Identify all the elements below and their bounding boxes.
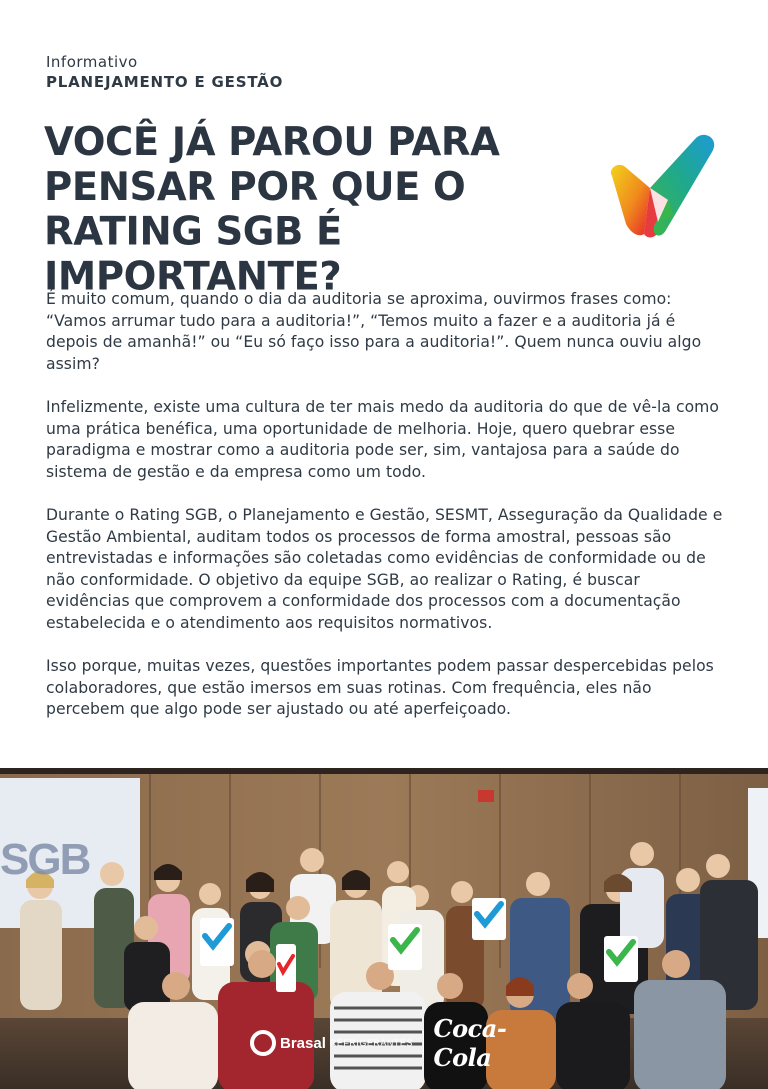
kicker-label: Informativo — [46, 53, 138, 71]
brand-divider — [423, 1031, 424, 1055]
brasal-logo-icon — [250, 1030, 276, 1056]
wall-sign-text: SGB — [0, 835, 90, 884]
coca-cola-logo: Coca-Cola — [433, 1014, 507, 1072]
paragraph-4: Isso porque, muitas vezes, questões importantes podem passar despercebidas pelos colaboradores, que estão imersos em suas rotinas. Com frequência, eles não percebem que algo pode ser ajustado ou até aperfeiçoado. — [46, 657, 714, 719]
paragraph-3: Durante o Rating SGB, o Planejamento e Gestão, SESMT, Asseguração da Qualidade e Gestão Ambiental, auditam todos os processos de forma amostral, pessoas são entrevistadas e informações são coletadas como evidências de conformidade ou de não conformidade. O objetivo da equipe SGB, ao realizar o Rating, é buscar evidências que comprovem a conformidade dos processos com a documentação estabelecida e o atendimento aos requisitos normativos. — [46, 505, 723, 632]
page-title: VOCÊ JÁ PAROU PARA PENSAR POR QUE O RATING SGB É IMPORTANTE? — [44, 119, 500, 300]
kicker — [46, 52, 283, 92]
rating-check-logo-icon — [608, 130, 718, 244]
brasal-name: Brasal — [280, 1034, 326, 1052]
paragraph-1: É muito comum, quando o dia da auditoria se aproxima, ouvirmos frases como: “Vamos arrumar tudo para a auditoria!”, “Temos muito a fazer e a auditoria já é depois de amanhã!” ou “Eu só faço isso para a auditoria!”. Quem nunca ouviu algo assim? — [46, 290, 702, 373]
team-photo — [0, 768, 768, 1089]
brasal-sub: REFRIGERANTES — [329, 1038, 413, 1048]
brasal-logo — [250, 1030, 413, 1056]
brand-strip — [250, 1014, 520, 1072]
kicker-department: PLANEJAMENTO E GESTÃO — [46, 73, 284, 91]
article-body — [46, 289, 726, 742]
paragraph-2: Infelizmente, existe uma cultura de ter mais medo da auditoria do que de vê-la como uma prática benéfica, uma oportunidade de melhoria. Hoje, quero quebrar esse paradigma e mostrar como a auditoria pode ser, sim, vantajosa para a saúde do sistema de gestão e da empresa como um todo. — [46, 397, 719, 481]
